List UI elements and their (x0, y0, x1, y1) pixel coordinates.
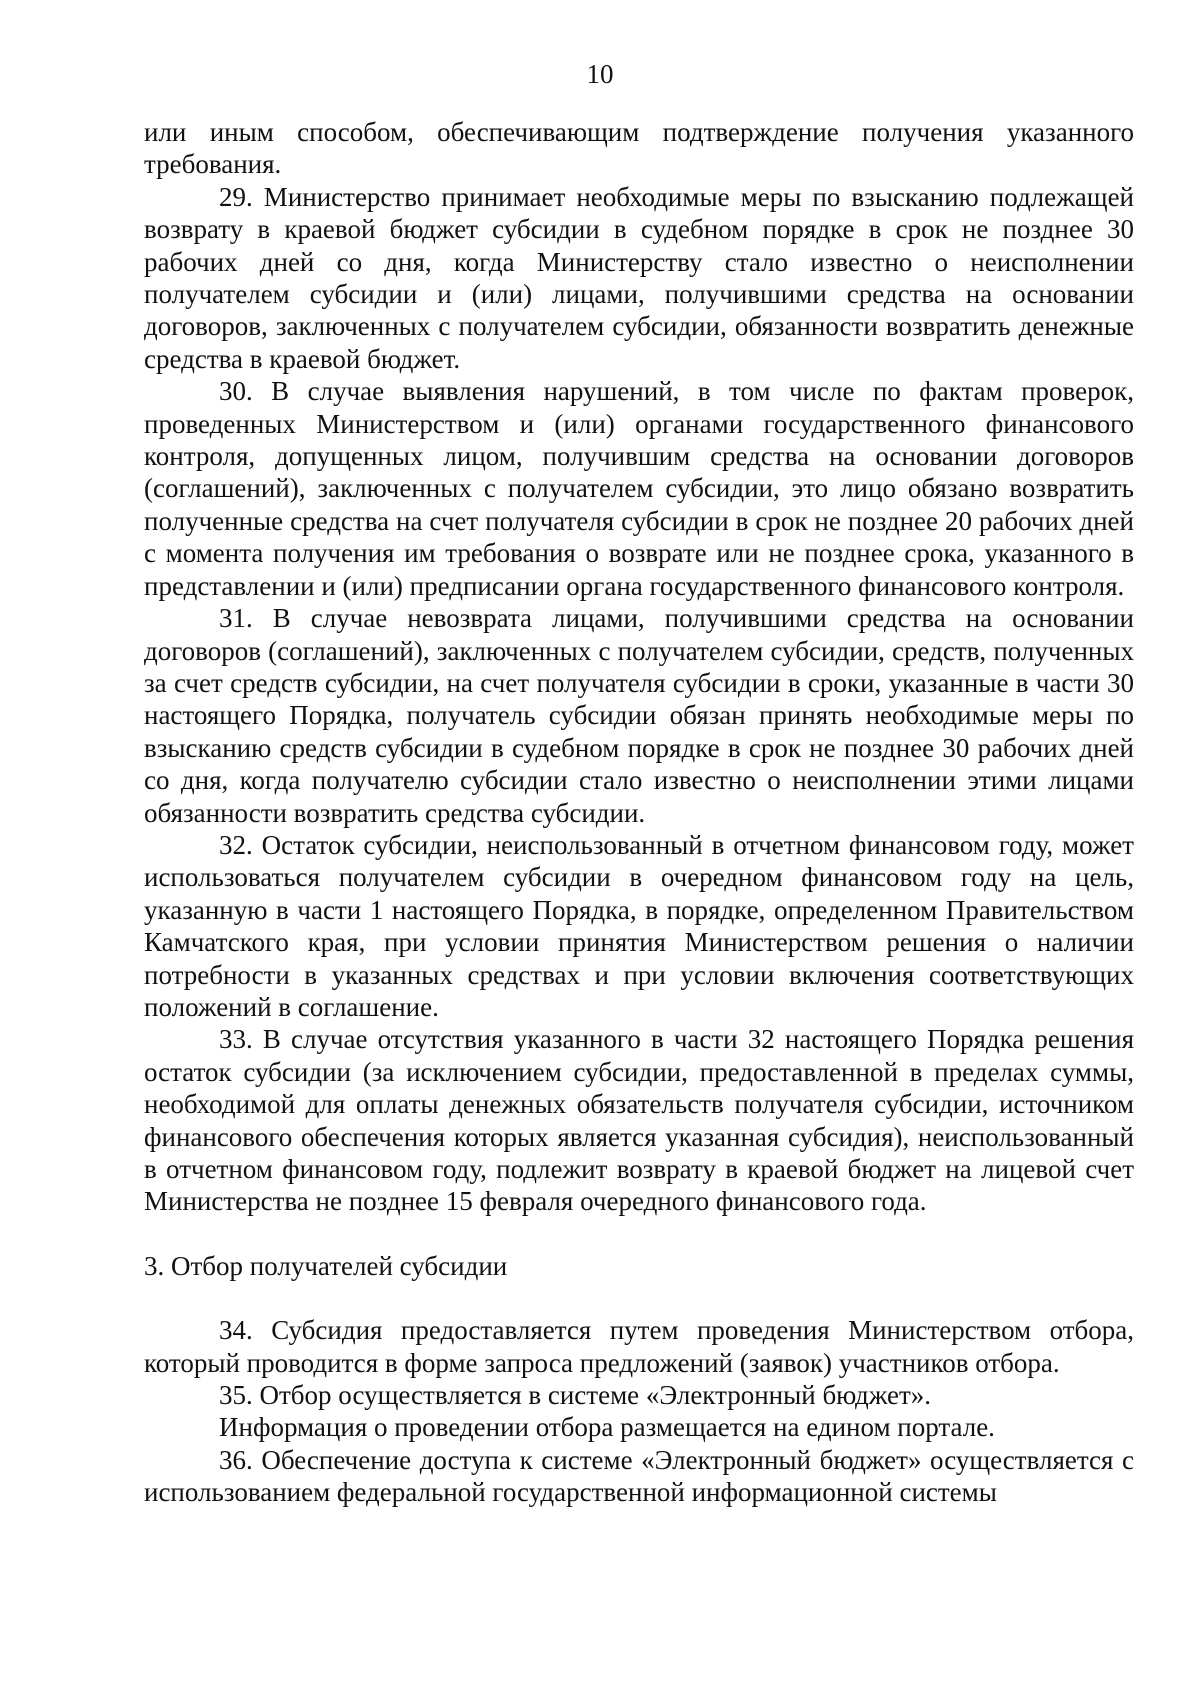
document-body (144, 116, 1134, 1509)
paragraph-31: 31. В случае невозврата лицами, получившими средства на основании договоров (соглашений), заключенных с получателем субсидии, средств, полученных за счет средств субсидии, на счет получателя субсидии в сроки, указанные в части 30 настоящего Порядка, получатель субсидии обязан принять необходимые меры по взысканию средств субсидии в судебном порядке в срок не позднее 30 рабочих дней со дня, когда получателю субсидии стало известно о неисполнении этими лицами обязанности возвратить средства субсидии. (144, 603, 1134, 828)
paragraph-35: 35. Отбор осуществляется в системе «Электронный бюджет». (219, 1380, 932, 1411)
section-heading: 3. Отбор получателей субсидии (144, 1250, 508, 1281)
paragraph-32: 32. Остаток субсидии, неиспользованный в отчетном финансовом году, может использоваться получателем субсидии в очередном финансовом году на цель, указанную в части 1 настоящего Порядка, в порядке, определенном Правительством Камчатского края, при условии принятия Министерством решения о наличии потребности в указанных средствах и при условии включения соответствующих положений в соглашение. (144, 829, 1134, 1022)
page-number: 10 (586, 59, 614, 89)
paragraph-continuation: или иным способом, обеспечивающим подтверждение получения указанного требования. (144, 117, 1134, 180)
paragraph-30: 30. В случае выявления нарушений, в том числе по фактам проверок, проведенных Министерством и (или) органами государственного финансового контроля, допущенных лицом, получившим средства на основании договоров (соглашений), заключенных с получателем субсидии, это лицо обязано возвратить полученные средства на счет получателя субсидии в срок не позднее 20 рабочих дней с момента получения им требования о возврате или не позднее срока, указанного в представлении и (или) предписании органа государственного финансового контроля. (144, 376, 1134, 601)
paragraph-34: 34. Субсидия предоставляется путем проведения Министерством отбора, который проводится в форме запроса предложений (заявок) участников отбора. (144, 1315, 1134, 1378)
paragraph-33: 33. В случае отсутствия указанного в части 32 настоящего Порядка решения остаток субсидии (за исключением субсидии, предоставленной в пределах суммы, необходимой для оплаты денежных обязательств получателя субсидии, источником финансового обеспечения которых является указанная субсидия), неиспользованный в отчетном финансовом году, подлежит возврату в краевой бюджет на лицевой счет Министерства не позднее 15 февраля очередного финансового года. (144, 1024, 1134, 1217)
paragraph-36: 36. Обеспечение доступа к системе «Электронный бюджет» осуществляется с использованием федеральной государственной информационной системы (144, 1444, 1134, 1508)
paragraph-29: 29. Министерство принимает необходимые меры по взысканию подлежащей возврату в краевой бюджет субсидии в судебном порядке в срок не позднее 30 рабочих дней со дня, когда Министерству стало известно о неисполнении получателем субсидии и (или) лицами, получившими средства на основании договоров, заключенных с получателем субсидии, обязанности возвратить денежные средства в краевой бюджет. (144, 181, 1134, 374)
paragraph-35-info: Информация о проведении отбора размещается на едином портале. (219, 1412, 995, 1443)
